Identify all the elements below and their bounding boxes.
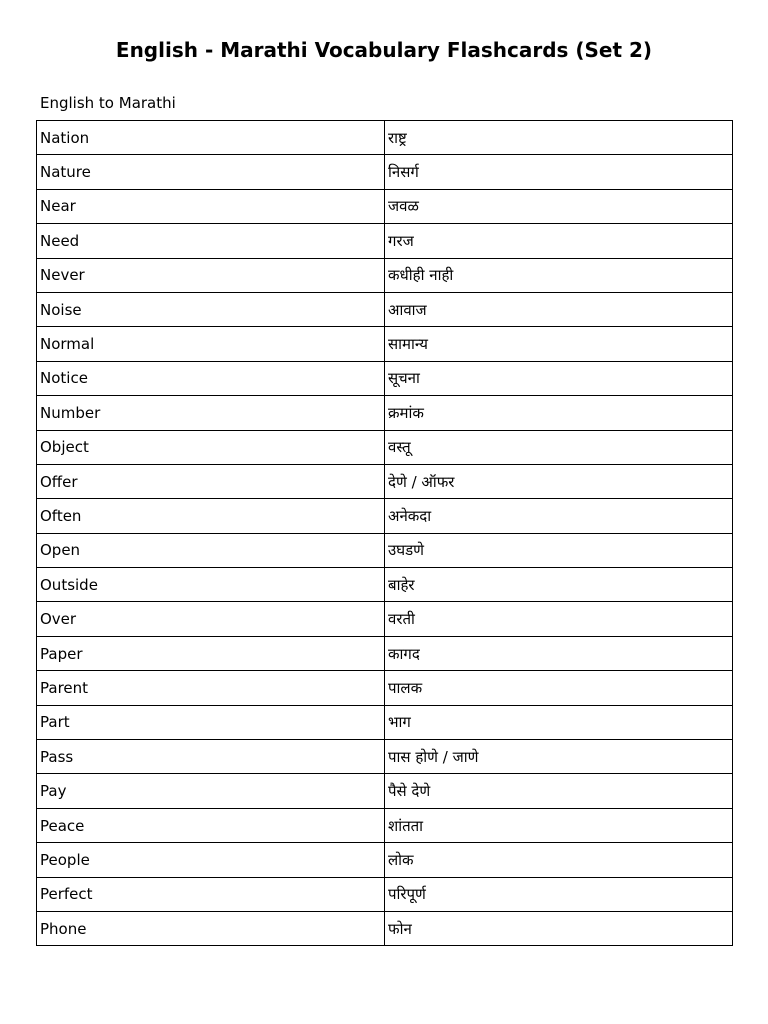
english-word: Number <box>37 396 385 430</box>
english-word: Outside <box>37 568 385 602</box>
table-row <box>37 396 733 430</box>
vocabulary-table <box>36 120 733 946</box>
table-row <box>37 189 733 223</box>
table-row <box>37 671 733 705</box>
table-row <box>37 533 733 567</box>
table-row <box>37 292 733 326</box>
section-heading: English to Marathi <box>40 94 176 112</box>
marathi-word: क्रमांक <box>385 396 733 430</box>
table-row <box>37 602 733 636</box>
page-title: English - Marathi Vocabulary Flashcards (Set 2) <box>115 38 653 62</box>
english-word: Perfect <box>37 877 385 911</box>
marathi-word: पालक <box>385 671 733 705</box>
marathi-word: सूचना <box>385 361 733 395</box>
english-word: People <box>37 843 385 877</box>
table-row <box>37 430 733 464</box>
marathi-word: उघडणे <box>385 533 733 567</box>
table-row <box>37 636 733 670</box>
marathi-word: भाग <box>385 705 733 739</box>
english-word: Near <box>37 189 385 223</box>
table-row <box>37 121 733 155</box>
marathi-word: अनेकदा <box>385 499 733 533</box>
marathi-word: गरज <box>385 224 733 258</box>
table-row <box>37 740 733 774</box>
english-word: Over <box>37 602 385 636</box>
table-row <box>37 224 733 258</box>
table-row <box>37 155 733 189</box>
english-word: Pay <box>37 774 385 808</box>
english-word: Parent <box>37 671 385 705</box>
table-row <box>37 705 733 739</box>
table-row <box>37 774 733 808</box>
english-word: Normal <box>37 327 385 361</box>
marathi-word: वस्तू <box>385 430 733 464</box>
marathi-word: जवळ <box>385 189 733 223</box>
table-row <box>37 843 733 877</box>
marathi-word: कधीही नाही <box>385 258 733 292</box>
english-word: Part <box>37 705 385 739</box>
english-word: Need <box>37 224 385 258</box>
table-row <box>37 911 733 945</box>
marathi-word: वरती <box>385 602 733 636</box>
marathi-word: शांतता <box>385 808 733 842</box>
marathi-word: कागद <box>385 636 733 670</box>
english-word: Object <box>37 430 385 464</box>
english-word: Nation <box>37 121 385 155</box>
marathi-word: सामान्य <box>385 327 733 361</box>
table-row <box>37 808 733 842</box>
english-word: Paper <box>37 636 385 670</box>
english-word: Phone <box>37 911 385 945</box>
table-row <box>37 568 733 602</box>
english-word: Notice <box>37 361 385 395</box>
english-word: Nature <box>37 155 385 189</box>
marathi-word: देणे / ऑफर <box>385 464 733 498</box>
english-word: Never <box>37 258 385 292</box>
english-word: Pass <box>37 740 385 774</box>
english-word: Noise <box>37 292 385 326</box>
english-word: Offer <box>37 464 385 498</box>
table-row <box>37 877 733 911</box>
marathi-word: लोक <box>385 843 733 877</box>
marathi-word: पास होणे / जाणे <box>385 740 733 774</box>
marathi-word: परिपूर्ण <box>385 877 733 911</box>
table-row <box>37 327 733 361</box>
english-word: Often <box>37 499 385 533</box>
table-row <box>37 499 733 533</box>
marathi-word: राष्ट्र <box>385 121 733 155</box>
table-row <box>37 258 733 292</box>
table-row <box>37 464 733 498</box>
english-word: Open <box>37 533 385 567</box>
marathi-word: आवाज <box>385 292 733 326</box>
marathi-word: फोन <box>385 911 733 945</box>
english-word: Peace <box>37 808 385 842</box>
marathi-word: निसर्ग <box>385 155 733 189</box>
marathi-word: पैसे देणे <box>385 774 733 808</box>
table-row <box>37 361 733 395</box>
marathi-word: बाहेर <box>385 568 733 602</box>
